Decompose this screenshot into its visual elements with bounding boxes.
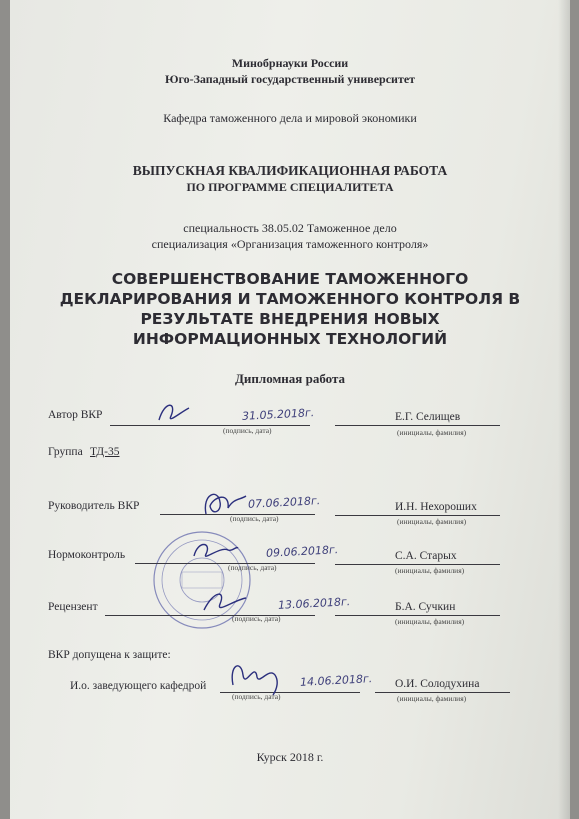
title-line3: РЕЗУЛЬТАТЕ ВНЕДРЕНИЯ НОВЫХ [140,310,440,328]
head-label: И.о. заведующего кафедрой [70,680,207,692]
specialization-line: специализация «Организация таможенного контроля» [151,237,429,251]
supervisor-caption-name: (инициалы, фамилия) [397,517,467,526]
admission-text: ВКР допущена к защите: [48,649,171,661]
reviewer-caption-name: (инициалы, фамилия) [395,617,465,626]
title-line4: ИНФОРМАЦИОННЫХ ТЕХНОЛОГИЙ [132,330,448,348]
head-caption-sign: (подпись, дата) [232,692,281,701]
normcontrol-caption-sign: (подпись, дата) [228,563,277,572]
normcontrol-label: Нормоконтроль [48,549,126,561]
department-line: Кафедра таможенного дела и мировой экономики [163,111,417,125]
head-caption-name: (инициалы, фамилия) [397,694,467,703]
title-line1: СОВЕРШЕНСТВОВАНИЕ ТАМОЖЕННОГО [111,270,469,288]
supervisor-name: И.Н. Нехороших [395,501,477,513]
normcontrol-caption-name: (инициалы, фамилия) [395,566,465,575]
reviewer-name: Б.А. Сучкин [395,601,456,613]
supervisor-label: Руководитель ВКР [48,500,140,512]
normcontrol-name-line [335,564,500,565]
work-type-line1: ВЫПУСКНАЯ КВАЛИФИКАЦИОННАЯ РАБОТА [132,163,448,178]
author-caption-sign: (подпись, дата) [223,426,272,435]
group-value: ТД-35 [90,446,120,458]
head-date: 14.06.2018г. [299,672,373,689]
head-name: О.И. Солодухина [395,678,480,690]
subtitle: Дипломная работа [234,371,346,386]
supervisor-name-line [335,515,500,516]
head-signature [225,655,285,697]
author-sign-line [110,425,310,426]
group-label: Группа [48,446,83,458]
supervisor-caption-sign: (подпись, дата) [230,514,279,523]
reviewer-label: Рецензент [48,601,98,613]
author-caption-name: (инициалы, фамилия) [397,428,467,437]
author-date: 31.05.2018г. [241,406,315,423]
author-signature [155,398,195,428]
author-label: Автор ВКР [48,409,103,421]
author-name: Е.Г. Селищев [395,411,461,423]
title-page [10,0,570,819]
author-name-line [335,425,500,426]
reviewer-name-line [335,615,500,616]
normcontrol-signature [190,536,240,566]
city-year: Курск 2018 г. [256,750,324,764]
head-name-line [375,692,510,693]
reviewer-date: 13.06.2018г. [277,595,351,612]
normcontrol-name: С.А. Старых [395,550,457,562]
reviewer-caption-sign: (подпись, дата) [232,614,281,623]
supervisor-date: 07.06.2018г. [247,494,321,511]
normcontrol-date: 09.06.2018г. [265,543,339,560]
university-line: Юго-Западный государственный университет [164,72,416,86]
title-line2: ДЕКЛАРИРОВАНИЯ И ТАМОЖЕННОГО КОНТРОЛЯ В [59,290,521,308]
work-type-line2: ПО ПРОГРАММЕ СПЕЦИАЛИТЕТА [186,180,394,194]
specialty-line: специальность 38.05.02 Таможенное дело [183,221,397,235]
ministry-line: Минобрнауки России [231,56,349,70]
